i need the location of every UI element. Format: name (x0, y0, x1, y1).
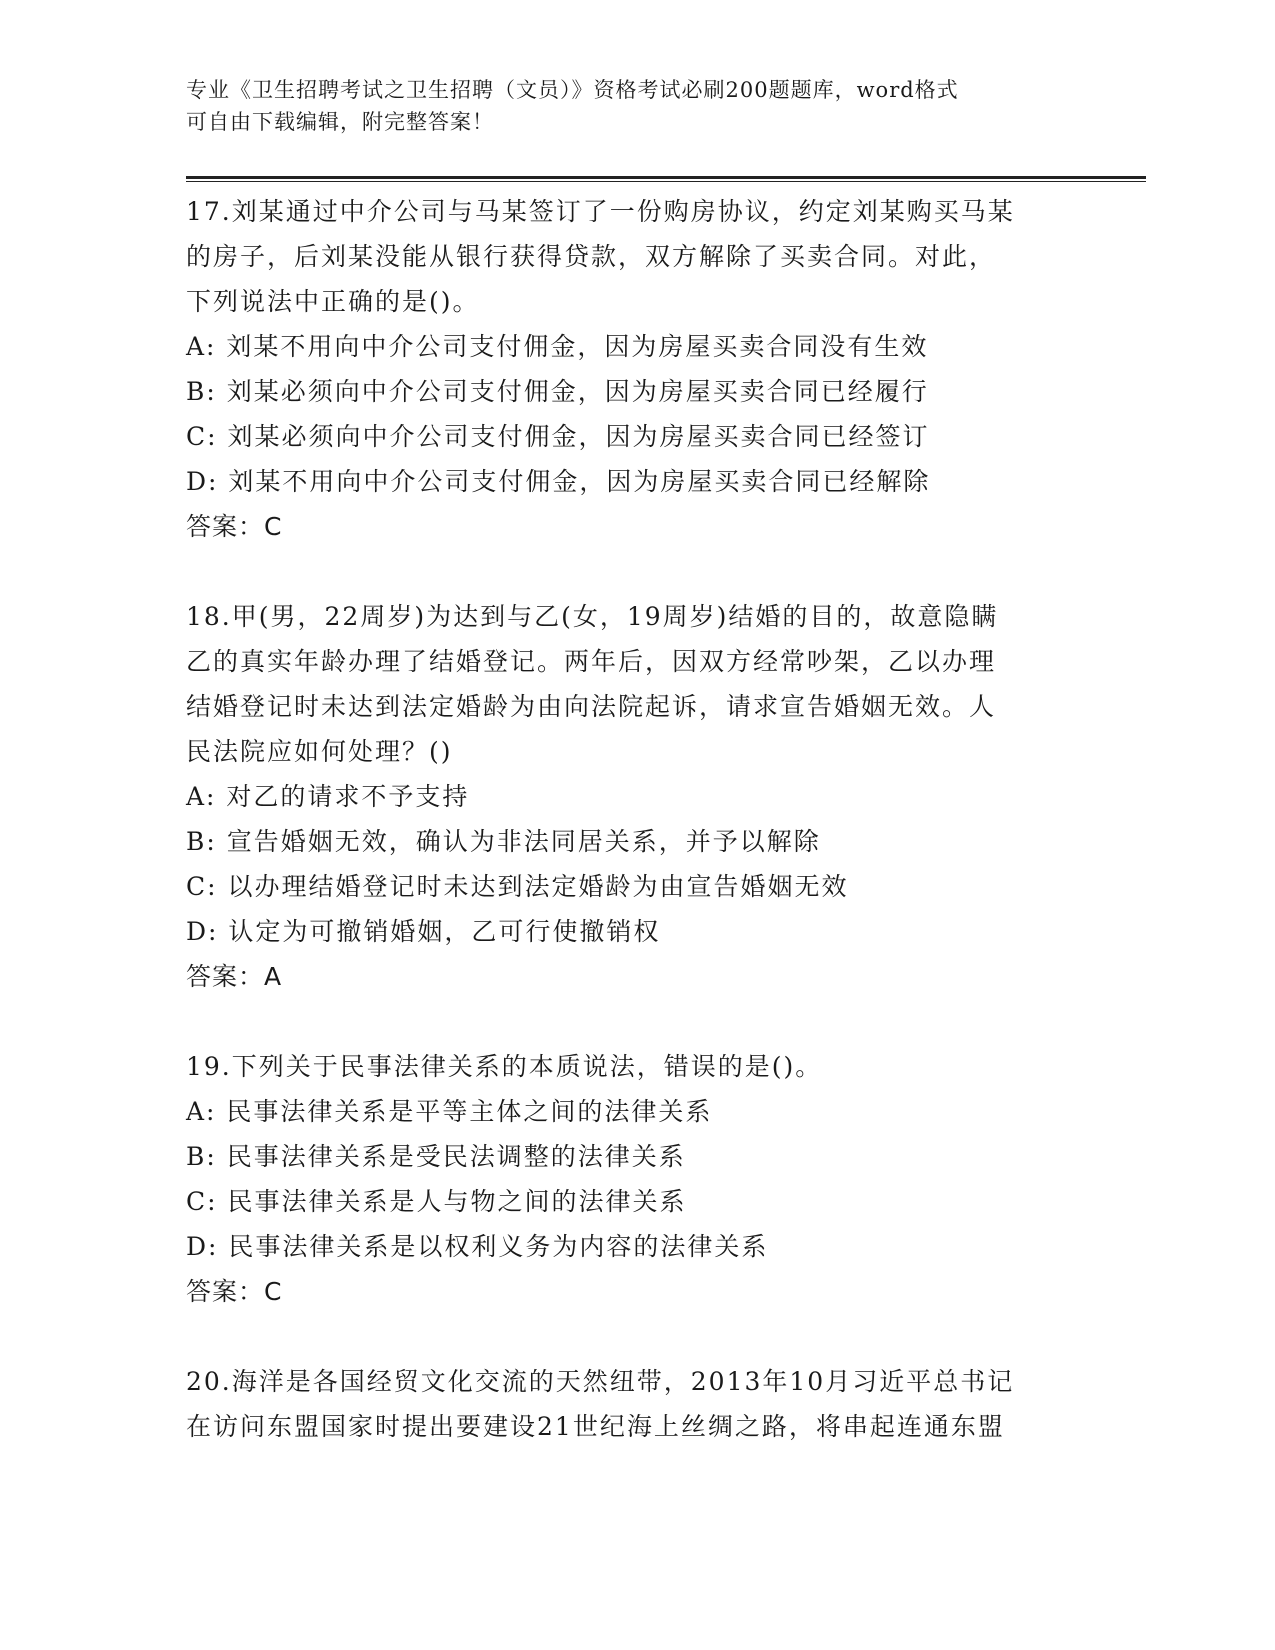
header-line-2: 可自由下载编辑，附完整答案！ (186, 110, 494, 134)
option-d: D: 认定为可撤销婚姻，乙可行使撤销权 (186, 917, 661, 946)
header-rule-thin (186, 181, 1146, 182)
answer-label: 答案：C (186, 512, 283, 541)
question-text-line: 下列说法中正确的是()。 (186, 287, 480, 316)
answer-label: 答案：A (186, 962, 283, 991)
option-b: B: 民事法律关系是受民法调整的法律关系 (186, 1142, 686, 1171)
question-20 (186, 1359, 1086, 1449)
question-19 (186, 1044, 1086, 1314)
option-a: A: 对乙的请求不予支持 (186, 782, 470, 811)
answer-label: 答案：C (186, 1277, 283, 1306)
option-a: A: 民事法律关系是平等主体之间的法律关系 (186, 1097, 713, 1126)
option-c: C: 刘某必须向中介公司支付佣金，因为房屋买卖合同已经签订 (186, 422, 930, 451)
option-b: B: 刘某必须向中介公司支付佣金，因为房屋买卖合同已经履行 (186, 377, 929, 406)
option-a: A: 刘某不用向中介公司支付佣金，因为房屋买卖合同没有生效 (186, 332, 929, 361)
question-17 (186, 189, 1086, 549)
option-c: C: 以办理结婚登记时未达到法定婚龄为由宣告婚姻无效 (186, 872, 849, 901)
question-text-line: 在访问东盟国家时提出要建设21世纪海上丝绸之路，将串起连通东盟 (186, 1412, 1005, 1441)
page-header (186, 74, 1066, 138)
option-b: B: 宣告婚姻无效，确认为非法同居关系，并予以解除 (186, 827, 821, 856)
header-rule-thick (186, 176, 1146, 179)
question-text-line: 的房子，后刘某没能从银行获得贷款，双方解除了买卖合同。对此， (186, 242, 997, 271)
option-d: D: 民事法律关系是以权利义务为内容的法律关系 (186, 1232, 769, 1261)
question-18 (186, 594, 1086, 999)
question-text-line: 乙的真实年龄办理了结婚登记。两年后，因双方经常吵架，乙以办理 (186, 647, 997, 676)
question-text-line: 17.刘某通过中介公司与马某签订了一份购房协议，约定刘某购买马某 (186, 197, 1015, 226)
header-line-1: 专业《卫生招聘考试之卫生招聘（文员）》资格考试必刷200题题库，word格式 (186, 78, 959, 102)
question-text-line: 18.甲(男，22周岁)为达到与乙(女，19周岁)结婚的目的，故意隐瞒 (186, 602, 999, 631)
question-text-line: 20.海洋是各国经贸文化交流的天然纽带，2013年10月习近平总书记 (186, 1367, 1015, 1396)
question-text-line: 19.下列关于民事法律关系的本质说法，错误的是()。 (186, 1052, 823, 1081)
option-c: C: 民事法律关系是人与物之间的法律关系 (186, 1187, 687, 1216)
question-list (186, 189, 1086, 1494)
option-d: D: 刘某不用向中介公司支付佣金，因为房屋买卖合同已经解除 (186, 467, 931, 496)
question-text-line: 民法院应如何处理？() (186, 737, 453, 766)
question-text-line: 结婚登记时未达到法定婚龄为由向法院起诉，请求宣告婚姻无效。人 (186, 692, 997, 721)
